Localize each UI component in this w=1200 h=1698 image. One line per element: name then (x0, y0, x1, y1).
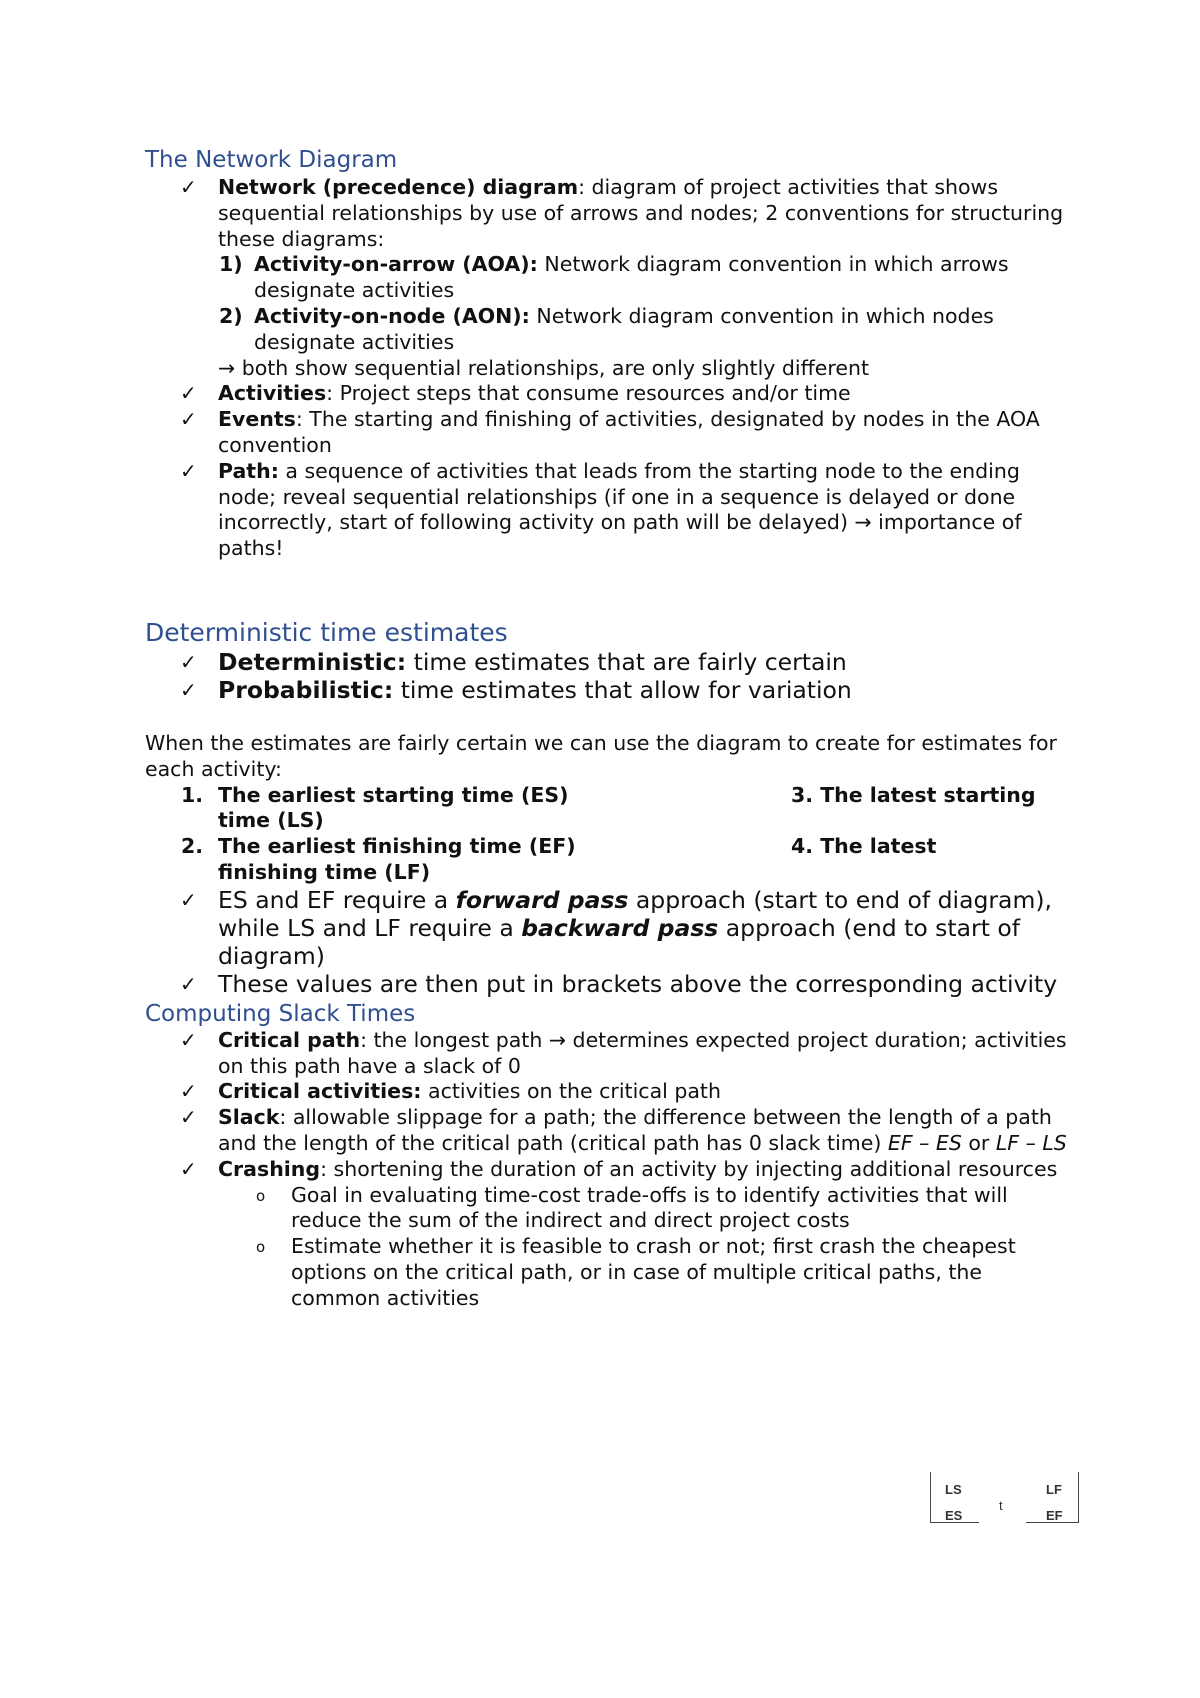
text-pass-c: approach (end to start of diagram) (218, 913, 1021, 970)
list-item-path (145, 459, 1070, 562)
formula-lf-ls: LF – LS (995, 1130, 1067, 1155)
item-ls: 3. The latest starting (791, 782, 1036, 807)
text-estimate: Estimate whether it is feasible to crash or not; first crash the cheapest options on the critical path, or in case of multiple critical paths, the common activities (291, 1234, 1016, 1310)
text-probabilistic: time estimates that allow for variation (393, 675, 852, 704)
text-slack: : allowable slippage for a path; the difference between the length of a path and the length of the critical path (critical path has 0 slack time) (218, 1105, 1052, 1155)
text-pass-b: approach (start to end of diagram), while LS and LF require a (218, 885, 1052, 942)
text-goal: Goal in evaluating time-cost trade-offs is to identify activities that will reduce the sum of the indirect and direct project costs (291, 1182, 1008, 1233)
number-2: 2) (219, 303, 243, 328)
term-aon: Activity-on-node (AON): (254, 303, 530, 328)
term-path: Path: (218, 458, 279, 483)
check-icon: ✓ (180, 971, 197, 996)
term-network-diagram: Network (precedence) diagram (218, 175, 579, 199)
number-1: 1) (219, 252, 243, 277)
diagram-label-ls: LS (945, 1482, 962, 1497)
diagram-label-t: t (999, 1498, 1003, 1513)
check-icon: ✓ (180, 381, 197, 406)
check-icon: ✓ (180, 1105, 197, 1130)
text-aoa: Network diagram convention in which arrows designate activities (254, 252, 1009, 303)
heading-slack-times: Computing Slack Times (145, 1000, 416, 1027)
text-activities: : Project steps that consume resources and/or time (326, 381, 851, 406)
heading-deterministic: Deterministic time estimates (145, 617, 508, 647)
item-lf: 4. The latest (791, 834, 937, 859)
list-row-1-3 (145, 783, 1070, 835)
check-icon: ✓ (180, 175, 197, 199)
text-critical-activities: activities on the critical path (421, 1079, 721, 1104)
sub-bullet-estimate (145, 1234, 1070, 1311)
text-brackets: These values are then put in brackets above the corresponding activity (218, 969, 1058, 998)
diagram-label-lf: LF (1046, 1482, 1062, 1497)
arrow-note: → both show sequential relationships, are only slightly different (218, 355, 869, 380)
list-item-critical-path (145, 1028, 1070, 1080)
list-item-activities (145, 381, 1070, 407)
item-lf-cont: finishing time (LF) (218, 859, 431, 884)
text-deterministic: time estimates that are fairly certain (406, 647, 847, 676)
heading-network-diagram: The Network Diagram (145, 147, 398, 173)
paragraph-intro: When the estimates are fairly certain we can use the diagram to create for estimates for each activity: (145, 730, 1057, 781)
sub-bullet-goal (145, 1183, 1070, 1235)
list-item-crashing (145, 1157, 1070, 1183)
item-es: The earliest starting time (ES) (218, 782, 569, 807)
list-item-brackets (145, 970, 1070, 998)
term-critical-activities: Critical activities: (218, 1079, 422, 1104)
term-forward-pass: forward pass (455, 885, 629, 914)
term-aoa: Activity-on-arrow (AOA): (254, 252, 538, 277)
circle-bullet-icon: o (256, 1186, 266, 1205)
number-2: 2. (181, 834, 204, 859)
item-ls-cont: time (LS) (218, 808, 324, 833)
text-crashing: : shortening the duration of an activity by injecting additional resources (320, 1156, 1058, 1181)
list-item-critical-activities (145, 1079, 1070, 1105)
term-critical-path: Critical path (218, 1027, 361, 1052)
text-pass-a: ES and EF require a (218, 885, 456, 914)
list-item-slack (145, 1105, 1070, 1157)
text-path: a sequence of activities that leads from the starting node to the ending node; reveal sequential relationships (if one in a sequence is delayed or done incorrectly, start of following activity on path will be delayed) → importance of paths! (218, 458, 1022, 561)
list-item-network-diagram (145, 175, 1070, 252)
number-1: 1. (181, 782, 204, 807)
diagram-label-ef: EF (1046, 1508, 1063, 1523)
text-network-diagram: : diagram of project activities that shows sequential relationships by use of arrows and nodes; 2 conventions for structuring these diagrams: (218, 175, 1064, 251)
term-backward-pass: backward pass (521, 913, 719, 942)
check-icon: ✓ (180, 649, 197, 674)
list-item-events (145, 407, 1070, 459)
text-events: : The starting and finishing of activities, designated by nodes in the AOA convention (218, 407, 1040, 457)
list-item-probabilistic (145, 676, 1070, 704)
check-icon: ✓ (180, 1079, 197, 1104)
list-row-2-4 (145, 834, 1070, 886)
term-deterministic: Deterministic: (218, 647, 407, 676)
check-icon: ✓ (180, 1156, 197, 1181)
check-icon: ✓ (180, 407, 197, 432)
check-icon: ✓ (180, 887, 197, 912)
check-icon: ✓ (180, 1027, 197, 1052)
formula-ef-es: EF – ES (887, 1130, 962, 1155)
list-item-passes (145, 886, 1070, 970)
document-page (145, 146, 1070, 1312)
activity-time-diagram (930, 1472, 1080, 1524)
list-item-deterministic (145, 648, 1070, 676)
term-events: Events (218, 407, 296, 432)
circle-bullet-icon: o (256, 1238, 266, 1257)
item-ef: The earliest finishing time (EF) (218, 834, 576, 859)
term-probabilistic: Probabilistic: (218, 675, 394, 704)
list-item-aoa (145, 252, 1070, 304)
text-aon: Network diagram convention in which nodes designate activities (254, 303, 994, 354)
term-activities: Activities (218, 381, 327, 406)
diagram-label-es: ES (945, 1508, 963, 1523)
list-item-aon (145, 304, 1070, 356)
check-icon: ✓ (180, 458, 197, 483)
text-critical-path: : the longest path → determines expected project duration; activities on this path have a slack of 0 (218, 1027, 1067, 1078)
term-crashing: Crashing (218, 1156, 321, 1181)
term-slack: Slack (218, 1105, 280, 1130)
check-icon: ✓ (180, 677, 197, 702)
text-or: or (961, 1130, 996, 1155)
